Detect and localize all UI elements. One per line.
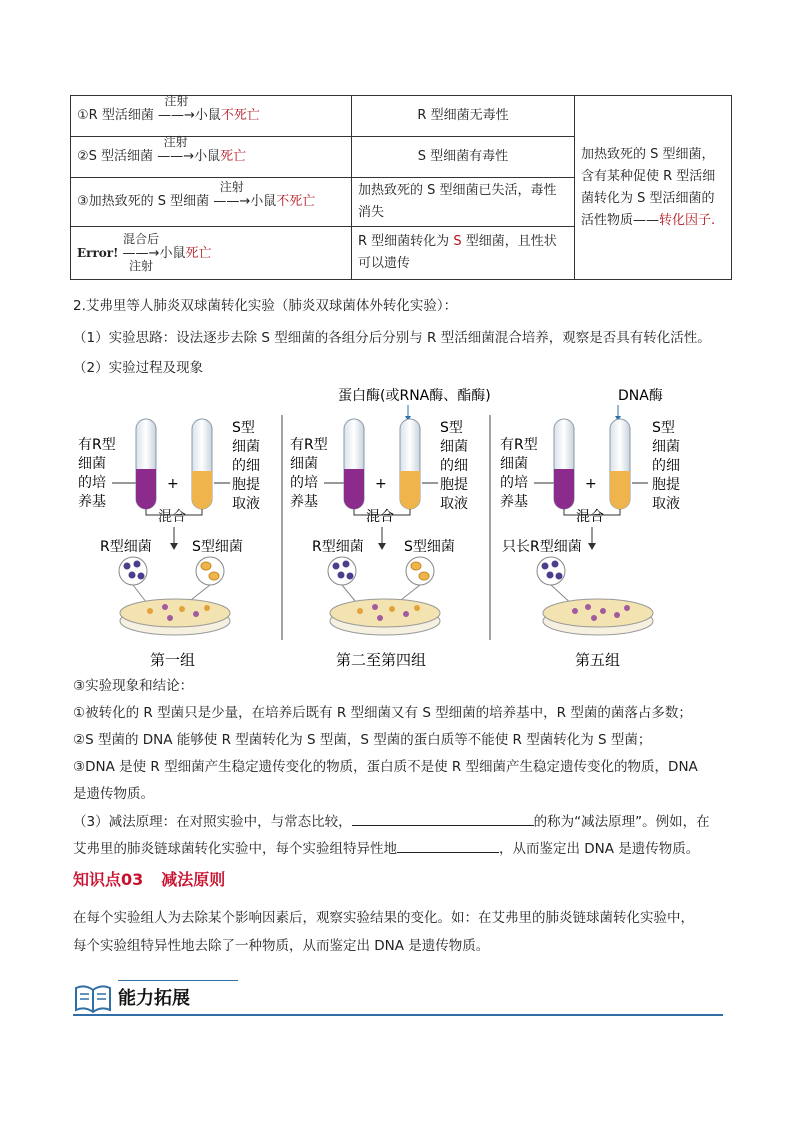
plus-sign: + bbox=[375, 476, 387, 492]
result-line-1: ①被转化的 R 型菌只是少量，在培养后既有 R 型细菌又有 S 型细菌的培养基中，R 型菌的菌落占多数； bbox=[73, 705, 692, 721]
arrowhead bbox=[588, 543, 596, 550]
plus-sign: + bbox=[585, 476, 597, 492]
fill-blank[interactable] bbox=[352, 811, 534, 826]
colony bbox=[357, 608, 363, 614]
right-label-line: S型 bbox=[652, 420, 675, 436]
s-cell bbox=[411, 562, 421, 570]
right-label-line: 取液 bbox=[440, 496, 468, 512]
right-label-line: 的细 bbox=[440, 458, 468, 474]
kp-title: 减法原则 bbox=[161, 870, 226, 889]
colony bbox=[389, 606, 395, 612]
result-line-2: ②S 型菌的 DNA 能够使 R 型菌转化为 S 型菌，S 型菌的蛋白质等不能使 R 型菌转化为 S 型菌； bbox=[73, 732, 652, 748]
colony bbox=[600, 608, 606, 614]
experiment-idea: （1）实验思路：设法逐步去除 S 型细菌的各组分后分别与 R 型活细菌混合培养，观察是否具有转化活性。 bbox=[73, 330, 711, 346]
arrow-top-label: 混合后 bbox=[122, 231, 159, 246]
inject-arrow bbox=[213, 180, 251, 213]
group1-label: 第一组 bbox=[150, 651, 196, 669]
arrow: ——→ bbox=[157, 108, 195, 123]
row-result: 不死亡 bbox=[276, 194, 316, 209]
mix-label: 混合 bbox=[576, 509, 604, 525]
right-label-line: 取液 bbox=[232, 496, 260, 512]
header-top-line bbox=[118, 980, 238, 981]
arrow-top-label: 注射 bbox=[163, 135, 188, 149]
table-cell bbox=[71, 227, 352, 280]
colony bbox=[403, 611, 409, 617]
colony bbox=[624, 605, 630, 611]
right-label-line: 的细 bbox=[232, 458, 260, 474]
r-medium bbox=[136, 469, 156, 509]
r-medium bbox=[554, 469, 574, 509]
row-conclusion bbox=[352, 227, 575, 280]
text-part: 艾弗里的肺炎链球菌转化实验中，每个实验组特异性地 bbox=[73, 841, 397, 857]
conclusion-part: R 型细菌转化为 bbox=[358, 234, 454, 249]
left-label-line: 养基 bbox=[290, 494, 318, 510]
row-result: 不死亡 bbox=[220, 108, 260, 123]
r-cell bbox=[129, 572, 136, 579]
r-cell bbox=[138, 573, 145, 580]
mix-label: 混合 bbox=[366, 509, 394, 525]
row-conclusion: 加热致死的 S 型细菌已失活，毒性消失 bbox=[352, 178, 575, 227]
panel-group-1 bbox=[78, 419, 260, 669]
left-label-line: 养基 bbox=[78, 494, 106, 510]
left-label-line: 细菌 bbox=[290, 456, 318, 472]
inject-arrow bbox=[157, 135, 195, 168]
r-medium bbox=[344, 469, 364, 509]
row-result: 死亡 bbox=[220, 149, 247, 164]
s-cell bbox=[209, 572, 219, 580]
zoom-circle bbox=[406, 557, 434, 585]
results-heading: ③实验现象和结论： bbox=[73, 678, 194, 694]
r-cell bbox=[333, 563, 340, 570]
zoom-circle bbox=[537, 557, 565, 585]
r-cell bbox=[347, 573, 354, 580]
text-part: ，从而鉴定出 DNA 是遗传物质。 bbox=[499, 841, 700, 857]
panel-group-3 bbox=[500, 388, 680, 669]
merged-conclusion bbox=[575, 96, 732, 280]
dnase-label: DNA酶 bbox=[618, 388, 663, 404]
arrow-top-label: 注射 bbox=[219, 180, 244, 194]
zoom-circle bbox=[196, 557, 224, 585]
text-part: 的称为“减法原理”。例如，在 bbox=[533, 814, 710, 830]
row-target: 小鼠 bbox=[250, 194, 277, 209]
section-title: 2.艾弗里等人肺炎双球菌转化实验（肺炎双球菌体外转化实验）： bbox=[73, 298, 458, 314]
group3-label: 第五组 bbox=[575, 651, 621, 669]
arrowhead bbox=[170, 543, 178, 550]
r-cell bbox=[134, 561, 141, 568]
r-cell bbox=[552, 561, 559, 568]
left-label-line: 养基 bbox=[500, 494, 528, 510]
left-label-line: 细菌 bbox=[78, 456, 106, 472]
right-label-line: 胞提 bbox=[232, 477, 260, 493]
merged-end: . bbox=[711, 212, 716, 228]
kp-text-line: 每个实验组特异性地去除了一种物质，从而鉴定出 DNA 是遗传物质。 bbox=[73, 938, 490, 954]
row-result: 死亡 bbox=[185, 245, 212, 261]
colony bbox=[204, 605, 210, 611]
zoom-circle bbox=[328, 557, 356, 585]
text-part: （3）减法原理：在对照实验中，与常态比较， bbox=[73, 814, 352, 830]
book-icon bbox=[73, 980, 113, 1016]
group2-label: 第二至第四组 bbox=[336, 651, 427, 669]
r-cell bbox=[124, 563, 131, 570]
result-line-3: ③DNA 是使 R 型细菌产生稳定遗传变化的物质，蛋白质不是使 R 型细菌产生稳定遗传变化的物质，DNA bbox=[73, 759, 698, 775]
r-cell bbox=[547, 572, 554, 579]
right-label-line: 细菌 bbox=[440, 439, 468, 455]
right-label-line: S型 bbox=[440, 420, 463, 436]
s-cell bbox=[201, 562, 211, 570]
table-cell bbox=[71, 137, 352, 178]
subtraction-line-1 bbox=[73, 811, 733, 832]
plus-sign: + bbox=[167, 476, 179, 492]
right-label-line: S型 bbox=[232, 420, 255, 436]
arrow: ——→ bbox=[213, 194, 251, 209]
s-extract bbox=[610, 471, 630, 509]
merged-text: 加热致死的 S 型细菌，含有某种促使 R 型活细菌转化为 S 型活细菌的活性物质—— bbox=[581, 146, 716, 228]
s-extract bbox=[400, 471, 420, 509]
colony bbox=[193, 611, 199, 617]
colony bbox=[585, 604, 591, 610]
arrow: ——→ bbox=[157, 149, 195, 164]
conclusion-part: 型细菌，且性状可以遗传 bbox=[358, 234, 557, 271]
mix-label: 混合 bbox=[158, 509, 186, 525]
right-label-line: 的细 bbox=[652, 458, 680, 474]
left-label-line: 有R型 bbox=[500, 437, 538, 453]
avery-experiment-figure bbox=[70, 385, 730, 675]
row-conclusion: S 型细菌有毒性 bbox=[352, 137, 575, 178]
ability-label: 能力拓展 bbox=[118, 988, 190, 1009]
mix-inject-arrow bbox=[122, 231, 160, 273]
r-bacteria-label: R型细菌 bbox=[100, 539, 152, 555]
zoom-circle bbox=[119, 557, 147, 585]
petri-dish bbox=[120, 599, 230, 627]
r-cell bbox=[343, 561, 350, 568]
only-r-label: 只长R型细菌 bbox=[502, 539, 582, 555]
result-line-4: 是遗传物质。 bbox=[73, 786, 154, 802]
petri-dish bbox=[543, 599, 653, 627]
conclusion-red: S bbox=[453, 234, 462, 249]
colony bbox=[572, 608, 578, 614]
ability-section-header bbox=[73, 978, 723, 1020]
left-label-line: 有R型 bbox=[78, 437, 116, 453]
colony bbox=[147, 608, 153, 614]
s-bacteria-label: S型细菌 bbox=[192, 539, 243, 555]
colony bbox=[179, 606, 185, 612]
kp-text-line: 在每个实验组人为去除某个影响因素后，观察实验结果的变化。如：在艾弗里的肺炎链球菌转化实验中， bbox=[73, 910, 694, 926]
colony bbox=[372, 604, 378, 610]
s-extract bbox=[192, 471, 212, 509]
r-cell bbox=[338, 572, 345, 579]
fill-blank[interactable] bbox=[397, 838, 499, 853]
experiment-table bbox=[70, 95, 732, 280]
right-label-line: 细菌 bbox=[232, 439, 260, 455]
petri-dish bbox=[330, 599, 440, 627]
colony bbox=[614, 612, 620, 618]
arrow-top-label: 注射 bbox=[164, 94, 189, 108]
row-target: 小鼠 bbox=[159, 245, 186, 261]
left-label-line: 的培 bbox=[290, 475, 318, 491]
row-target: 小鼠 bbox=[194, 149, 221, 164]
panel-group-2 bbox=[290, 387, 491, 669]
left-label-line: 有R型 bbox=[290, 437, 328, 453]
inject-arrow bbox=[157, 94, 195, 127]
header-underline bbox=[73, 1014, 723, 1016]
left-label-line: 的培 bbox=[500, 475, 528, 491]
s-bacteria-label: S型细菌 bbox=[404, 539, 455, 555]
right-label-line: 细菌 bbox=[652, 439, 680, 455]
row-target: 小鼠 bbox=[194, 108, 221, 123]
table-cell bbox=[71, 96, 352, 137]
colony bbox=[377, 615, 383, 621]
table-cell bbox=[71, 178, 352, 227]
left-label-line: 的培 bbox=[78, 475, 106, 491]
subtraction-line-2 bbox=[73, 838, 733, 859]
error-field: Error! bbox=[77, 245, 119, 260]
arrow: ——→ bbox=[122, 245, 160, 261]
row-prefix: ①R 型活细菌 bbox=[77, 108, 154, 123]
colony bbox=[167, 615, 173, 621]
colony bbox=[162, 604, 168, 610]
knowledge-point-heading bbox=[73, 867, 225, 890]
colony bbox=[591, 615, 597, 621]
right-label-line: 胞提 bbox=[652, 477, 680, 493]
row-conclusion: R 型细菌无毒性 bbox=[352, 96, 575, 137]
r-bacteria-label: R型细菌 bbox=[312, 539, 364, 555]
arrow-bottom-label: 注射 bbox=[128, 258, 153, 273]
right-label-line: 取液 bbox=[652, 496, 680, 512]
row-prefix: ②S 型活细菌 bbox=[77, 149, 154, 164]
enzyme-label: 蛋白酶(或RNA酶、酯酶) bbox=[338, 388, 491, 404]
kp-number: 知识点03 bbox=[73, 870, 144, 889]
process-heading: （2）实验过程及现象 bbox=[73, 360, 204, 376]
row-prefix: ③加热致死的 S 型细菌 bbox=[77, 194, 210, 209]
s-cell bbox=[419, 572, 429, 580]
colony bbox=[414, 605, 420, 611]
r-cell bbox=[542, 563, 549, 570]
right-label-line: 胞提 bbox=[440, 477, 468, 493]
left-label-line: 细菌 bbox=[500, 456, 528, 472]
arrowhead bbox=[378, 543, 386, 550]
merged-red-text: 转化因子 bbox=[659, 212, 712, 228]
r-cell bbox=[556, 573, 563, 580]
